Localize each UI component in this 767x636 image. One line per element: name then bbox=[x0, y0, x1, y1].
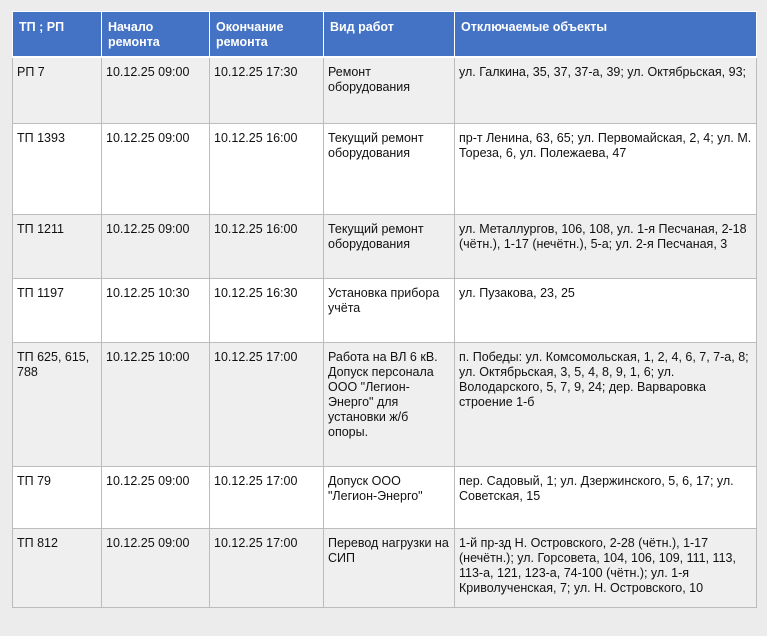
table-header-row bbox=[13, 12, 757, 58]
header-start: Начало ремонта bbox=[102, 12, 210, 58]
cell-work: Текущий ремонт оборудования bbox=[324, 123, 455, 214]
cell-work: Ремонт оборудования bbox=[324, 57, 455, 123]
outage-table bbox=[12, 11, 757, 608]
header-tp: ТП ; РП bbox=[13, 12, 102, 58]
cell-end: 10.12.25 16:00 bbox=[210, 123, 324, 214]
cell-tp: РП 7 bbox=[13, 57, 102, 123]
cell-end: 10.12.25 16:00 bbox=[210, 214, 324, 278]
cell-objects: ул. Металлургов, 106, 108, ул. 1-я Песчаная, 2-18 (чётн.), 1-17 (нечётн.), 5-а; ул. 2-я Песчаная, 3 bbox=[455, 214, 757, 278]
cell-objects: пер. Садовый, 1; ул. Дзержинского, 5, 6, 17; ул. Советская, 15 bbox=[455, 466, 757, 528]
cell-end: 10.12.25 17:00 bbox=[210, 466, 324, 528]
table-row bbox=[13, 214, 757, 278]
cell-end: 10.12.25 16:30 bbox=[210, 278, 324, 342]
cell-tp: ТП 1393 bbox=[13, 123, 102, 214]
cell-start: 10.12.25 09:00 bbox=[102, 57, 210, 123]
cell-objects: 1-й пр-зд Н. Островского, 2-28 (чётн.), 1-17 (нечётн.); ул. Горсовета, 104, 106, 109, 111, 113, 113-а, 121, 123-а, 74-100 (чётн.); ул. 1-я Криволученская, 7; ул. Н. Островского, 10 bbox=[455, 528, 757, 607]
cell-tp: ТП 812 bbox=[13, 528, 102, 607]
cell-tp: ТП 1197 bbox=[13, 278, 102, 342]
cell-work: Текущий ремонт оборудования bbox=[324, 214, 455, 278]
table-row bbox=[13, 528, 757, 607]
cell-tp: ТП 1211 bbox=[13, 214, 102, 278]
cell-objects: п. Победы: ул. Комсомольская, 1, 2, 4, 6, 7, 7-а, 8; ул. Октябрьская, 3, 5, 4, 8, 9, 1, 6; ул. Володарского, 5, 7, 9, 24; дер. Варваровка строение 1-б bbox=[455, 342, 757, 466]
cell-start: 10.12.25 09:00 bbox=[102, 123, 210, 214]
cell-start: 10.12.25 09:00 bbox=[102, 214, 210, 278]
cell-end: 10.12.25 17:30 bbox=[210, 57, 324, 123]
table-row bbox=[13, 278, 757, 342]
cell-work: Перевод нагрузки на СИП bbox=[324, 528, 455, 607]
cell-start: 10.12.25 09:00 bbox=[102, 466, 210, 528]
table-row bbox=[13, 123, 757, 214]
table-row bbox=[13, 466, 757, 528]
table-row bbox=[13, 57, 757, 123]
outage-schedule bbox=[12, 11, 756, 608]
cell-tp: ТП 625, 615, 788 bbox=[13, 342, 102, 466]
cell-objects: ул. Пузакова, 23, 25 bbox=[455, 278, 757, 342]
cell-objects: ул. Галкина, 35, 37, 37-а, 39; ул. Октябрьская, 93; bbox=[455, 57, 757, 123]
header-work: Вид работ bbox=[324, 12, 455, 58]
cell-tp: ТП 79 bbox=[13, 466, 102, 528]
header-objects: Отключаемые объекты bbox=[455, 12, 757, 58]
cell-start: 10.12.25 09:00 bbox=[102, 528, 210, 607]
table-row bbox=[13, 342, 757, 466]
cell-work: Установка прибора учёта bbox=[324, 278, 455, 342]
cell-start: 10.12.25 10:00 bbox=[102, 342, 210, 466]
header-end: Окончание ремонта bbox=[210, 12, 324, 58]
cell-work: Работа на ВЛ 6 кВ. Допуск персонала ООО "Легион-Энерго" для установки ж/б опоры. bbox=[324, 342, 455, 466]
cell-end: 10.12.25 17:00 bbox=[210, 342, 324, 466]
cell-start: 10.12.25 10:30 bbox=[102, 278, 210, 342]
cell-end: 10.12.25 17:00 bbox=[210, 528, 324, 607]
cell-work: Допуск ООО "Легион-Энерго" bbox=[324, 466, 455, 528]
cell-objects: пр-т Ленина, 63, 65; ул. Первомайская, 2, 4; ул. М. Тореза, 6, ул. Полежаева, 47 bbox=[455, 123, 757, 214]
